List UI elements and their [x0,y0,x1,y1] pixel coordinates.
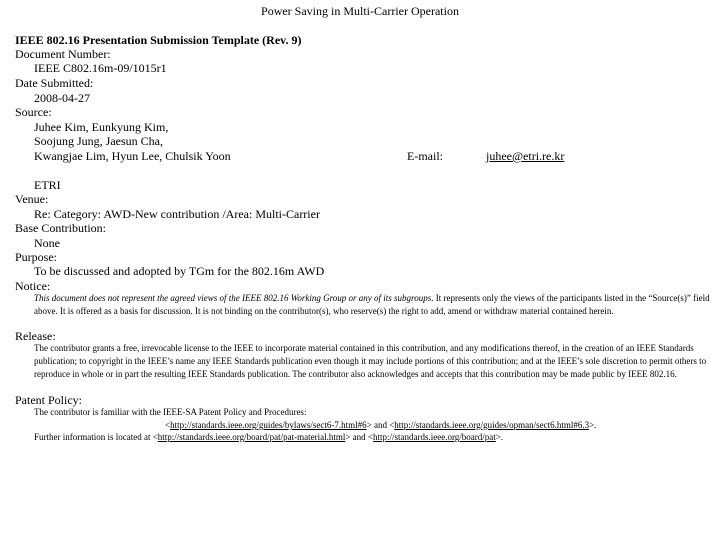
notice-label: Notice: [15,279,51,293]
bylaws-link[interactable]: http://standards.ieee.org/guides/bylaws/sect6-7.html#6 [170,420,367,430]
email-label: E-mail: [407,149,443,163]
board-pat-link[interactable]: http://standards.ieee.org/board/pat [372,432,496,442]
release-text: The contributor grants a free, irrevocable license to the IEEE to incorporate material contained in this contribution, and any modifications thereof, in the creation of an IEEE Standards publication; to copyright in the IEEE’s name any IEEE Standards publication even though it may include portions of this contribution; and at the IEEE’s sole discretion to permit others to reproduce in whole or in part the resulting IEEE Standards publication. The contributor also acknowledges and accepts that this contribution may be made public by IEEE 802.16. [34,343,707,379]
source-line-1: Juhee Kim, Eunkyung Kim, [34,120,169,134]
venue-value: Re: Category: AWD-New contribution /Area: Multi-Carrier [34,207,320,221]
purpose-value: To be discussed and adopted by TGm for the 802.16m AWD [34,264,325,278]
source-line-3: Kwangjae Lim, Hyun Lee, Chulsik Yoon [34,149,231,163]
venue-label: Venue: [15,192,49,206]
source-affiliation: ETRI [34,178,61,192]
notice-body-text: . It represents only the views of the participants listed in the “Source(s)” field above. It is offered as a basis for discussion. It is not binding on the contributor(s), who reserve(s) the right to add, amend or withdraw material contained herein. [34,293,710,316]
further-info-text: Further information is located at < [34,432,158,442]
opman-link[interactable]: http://standards.ieee.org/guides/opman/sect6.html#6.3 [394,420,590,430]
pat-material-link[interactable]: http://standards.ieee.org/board/pat/pat-material.html [157,432,346,442]
page-title: Power Saving in Multi-Carrier Operation [261,4,459,18]
base-contribution-label: Base Contribution: [15,221,106,235]
notice-text [34,292,710,318]
source-line-2: Soojung Jung, Jaesun Cha, [34,134,163,148]
patent-policy-line-3: Further information is located at <http://standards.ieee.org/board/pat/pat-material.html> and <http://standards.ieee.org/board/pat>. [34,432,504,442]
email-link[interactable]: juhee@etri.re.kr [486,149,565,163]
purpose-label: Purpose: [15,250,57,264]
patent-policy-label: Patent Policy: [15,393,82,407]
base-contribution-value: None [34,236,60,250]
patent-policy-line-1: The contributor is familiar with the IEEE-SA Patent Policy and Procedures: [34,407,307,417]
release-label: Release: [15,329,56,343]
patent-policy-line-2: <http://standards.ieee.org/guides/bylaws/sect6-7.html#6> and <http://standards.ieee.org/guides/opman/sect6.html#6.3>. [165,420,597,430]
notice-italic-text: This document does not represent the agreed views of the IEEE 802.16 Working Group or any of its subgroups [34,293,432,303]
document-number-value: IEEE C802.16m-09/1015r1 [34,61,167,75]
template-heading: IEEE 802.16 Presentation Submission Template (Rev. 9) [15,33,302,47]
date-submitted-label: Date Submitted: [15,76,94,90]
date-submitted-value: 2008-04-27 [34,91,90,105]
source-label: Source: [15,105,52,119]
document-number-label: Document Number: [15,47,111,61]
